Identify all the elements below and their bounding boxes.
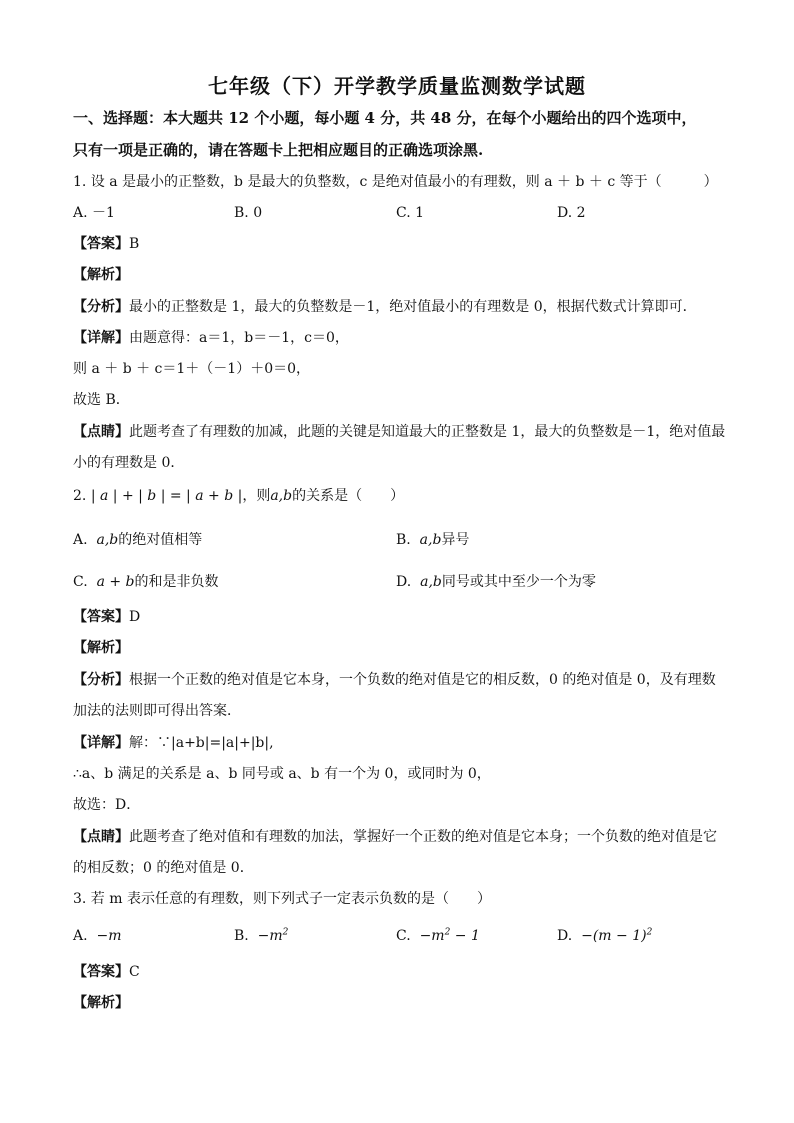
- answer-value: D: [129, 609, 141, 625]
- q1-analysis-tag: [73, 265, 129, 285]
- option-exponent: 2: [444, 927, 451, 938]
- q1-answer: [73, 234, 139, 254]
- q1-option-a: A. －1: [73, 205, 115, 221]
- q2-dianjing: [73, 827, 717, 847]
- option-letter: A.: [73, 928, 88, 944]
- answer-tag: 【答案】: [73, 236, 129, 252]
- option-text: 同号或其中至少一个为零: [441, 574, 596, 590]
- fenxi-text: 最小的正整数是 1，最大的负整数是－1，绝对值最小的有理数是 0，根据代数式计算即可．: [129, 299, 697, 315]
- q1-xiangjie: [73, 328, 349, 348]
- q1-option-d: D. 2: [557, 205, 586, 221]
- option-letter: C.: [396, 928, 411, 944]
- xiangjie-tag: 【详解】: [73, 735, 129, 751]
- answer-value: B: [129, 236, 140, 252]
- option-text: 的绝对值相等: [118, 532, 203, 548]
- q1-dianjing-cont: 小的有理数是 0．: [73, 455, 185, 471]
- q2-step2: ∴a、b 满足的关系是 a、b 同号或 a、b 有一个为 0，或同时为 0，: [73, 766, 491, 782]
- q1-option-c: C. 1: [396, 205, 425, 221]
- page-title: 七年级（下）开学教学质量监测数学试题: [208, 74, 586, 98]
- option-math: −(m − 1): [581, 928, 647, 944]
- q3-option-a: [73, 926, 121, 946]
- option-math: a + b: [96, 574, 135, 590]
- fenxi-tag: 【分析】: [73, 299, 129, 315]
- analysis-tag: 【解析】: [73, 995, 129, 1011]
- q2-xiangjie: [73, 733, 274, 753]
- option-math-tail: − 1: [450, 928, 480, 944]
- xiangjie-tag: 【详解】: [73, 330, 129, 346]
- q2-stem-end: 的关系是（ ）: [292, 488, 405, 504]
- q2-dianjing-cont: 的相反数；0 的绝对值是 0．: [73, 860, 254, 876]
- option-math: −m: [419, 928, 445, 944]
- option-letter: D.: [557, 928, 573, 944]
- analysis-tag: 【解析】: [73, 640, 129, 656]
- option-math: a,b: [420, 574, 442, 590]
- q2-analysis-tag: [73, 638, 129, 658]
- answer-tag: 【答案】: [73, 609, 129, 625]
- q1-option-b: B. 0: [234, 205, 263, 221]
- option-letter: B.: [396, 532, 411, 548]
- option-letter: A.: [73, 532, 88, 548]
- option-exponent: 2: [282, 927, 289, 938]
- q1-dianjing: [73, 422, 725, 442]
- option-letter: C.: [73, 574, 88, 590]
- q2-option-c: [73, 572, 219, 592]
- analysis-tag: 【解析】: [73, 267, 129, 283]
- q3-stem: 3. 若 m 表示任意的有理数，则下列式子一定表示负数的是（ ）: [73, 891, 491, 907]
- xiangjie-text: 由题意得：a＝1，b＝－1，c＝0，: [129, 330, 349, 346]
- q2-option-d: [396, 572, 596, 592]
- answer-value: C: [129, 964, 140, 980]
- option-math: −m: [257, 928, 283, 944]
- option-exponent: 2: [646, 927, 653, 938]
- q3-option-c: [396, 926, 480, 946]
- q1-stem: 1. 设 a 是最小的正整数，b 是最大的负整数，c 是绝对值最小的有理数，则 a ＋ b ＋ c 等于（ ）: [73, 174, 718, 190]
- q2-fenxi-cont: 加法的法则即可得出答案．: [73, 703, 241, 719]
- option-text: 异号: [441, 532, 470, 548]
- dianjing-tag: 【点睛】: [73, 424, 129, 440]
- q3-answer: [73, 962, 140, 982]
- q1-step2: 则 a ＋ b ＋ c＝1＋（－1）＋0＝0，: [73, 361, 311, 377]
- q1-step3: 故选 B．: [73, 392, 130, 408]
- option-math: a,b: [419, 532, 442, 548]
- q2-option-a: [73, 530, 202, 550]
- q2-answer: [73, 607, 140, 627]
- xiangjie-text: 解：∵|a+b|=|a|+|b|,: [129, 735, 274, 751]
- fenxi-text: 根据一个正数的绝对值是它本身，一个负数的绝对值是它的相反数，0 的绝对值是 0，及有理数: [129, 672, 716, 688]
- q2-stem-math: | a | + | b | = | a + b |: [90, 488, 243, 504]
- q3-analysis-tag: [73, 993, 129, 1013]
- dianjing-tag: 【点睛】: [73, 829, 129, 845]
- option-math: a,b: [96, 532, 119, 548]
- q2-stem: [73, 486, 404, 506]
- dianjing-text: 此题考查了绝对值和有理数的加法，掌握好一个正数的绝对值是它本身；一个负数的绝对值是它: [129, 829, 717, 845]
- dianjing-text: 此题考查了有理数的加减，此题的关键是知道最大的正整数是 1，最大的负整数是－1，绝对值最: [129, 424, 726, 440]
- q2-fenxi: [73, 670, 716, 690]
- option-letter: D.: [396, 574, 412, 590]
- option-letter: B.: [234, 928, 249, 944]
- section-header-line2: 只有一项是正确的，请在答题卡上把相应题目的正确选项涂黑.: [73, 141, 484, 159]
- q2-step3: 故选：D．: [73, 797, 141, 813]
- q1-fenxi: [73, 297, 697, 317]
- option-text: 的和是非负数: [134, 574, 219, 590]
- answer-tag: 【答案】: [73, 964, 129, 980]
- q3-option-b: [234, 926, 288, 946]
- q2-stem-mid: ，则: [242, 488, 271, 504]
- q2-num: 2.: [73, 488, 87, 504]
- q2-option-b: [396, 530, 469, 550]
- q3-option-d: [557, 926, 652, 946]
- fenxi-tag: 【分析】: [73, 672, 129, 688]
- option-math: −m: [96, 928, 122, 944]
- q2-stem-ab: a,b: [270, 488, 293, 504]
- section-header-line1: 一、选择题：本大题共 12 个小题，每小题 4 分，共 48 分，在每个小题给出的四个选项中，: [73, 109, 697, 127]
